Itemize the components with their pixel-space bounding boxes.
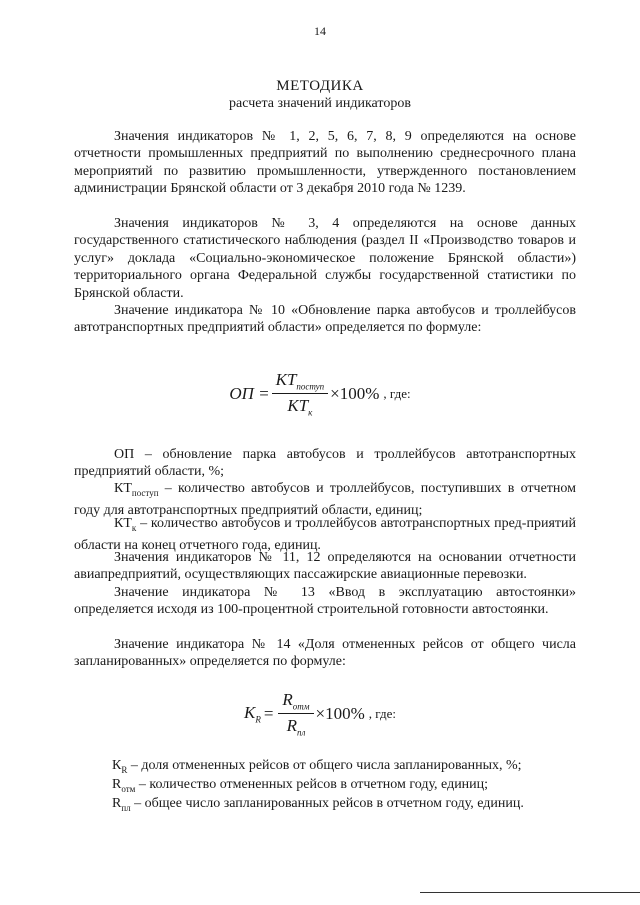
- definition-kr: $К_R$ – доля отмененных рейсов от общего числа запланированных, %;: [112, 758, 522, 775]
- formula-op-fraction: [272, 370, 329, 418]
- formula-op: [0, 370, 640, 418]
- doc-subtitle: расчета значений индикаторов: [229, 96, 411, 111]
- formula-kr-lhs: $К_R$: [244, 703, 261, 725]
- scan-edge-line: [420, 892, 640, 893]
- definition-op: ОП – обновление парка автобусов и троллейбусов автотранспортных предприятий области, %;: [74, 447, 576, 480]
- paragraph-indicator-14: Значение индикатора № 14 «Доля отмененных рейсов от общего числа запланированных» определяется по формуле:: [74, 637, 576, 670]
- formula-op-lhs: ОП =: [229, 383, 270, 403]
- paragraph-indicators-1-9: Значения индикаторов № 1, 2, 5, 6, 7, 8, 9 определяются на основе отчетности промышленных предприятий по выполнению среднесрочного плана мероприятий по развитию промышленности, утвержденного постановлением администрации Брянской области от 3 декабря 2010 года № 1239.: [74, 129, 576, 197]
- paragraph-indicator-10: Значение индикатора № 10 «Обновление парка автобусов и троллейбусов автотранспортных предприятий области» определяется по формуле:: [74, 303, 576, 336]
- paragraph-indicators-11-12: Значения индикаторов № 11, 12 определяются на основании отчетности авиапредприятий, осуществляющих пассажирские авиационные перевозки.: [74, 550, 576, 583]
- formula-kr-suffix: , где:: [368, 705, 396, 721]
- doc-title: МЕТОДИКА: [276, 78, 364, 94]
- page-number: 14: [314, 24, 326, 38]
- formula-kr: [0, 690, 640, 738]
- paragraph-indicator-13: Значение индикатора № 13 «Ввод в эксплуатацию автостоянки» определяется исходя из 100-процентной строительной готовности автостоянки.: [74, 585, 576, 618]
- formula-kr-denominator: $R_{пл}$: [286, 716, 306, 738]
- formula-op-numerator: $КТ_{поступ}$: [272, 370, 329, 394]
- formula-op-denominator: $КТ_к$: [287, 396, 313, 418]
- formula-kr-numerator: $R_{отм}$: [278, 690, 313, 714]
- definition-rotm: $R_{отм}$ – количество отмененных рейсов в отчетном году, единиц;: [112, 777, 489, 794]
- formula-op-multiplier: ×100%: [330, 383, 380, 403]
- formula-op-suffix: , где:: [383, 385, 411, 401]
- definition-kt-k: $КТ_к$ – количество автобусов и троллейбусов автотранспортных пред-приятий области на конец отчетного года, единиц.: [74, 516, 576, 554]
- definition-rpl: $R_{пл}$ – общее число запланированных рейсов в отчетном году, единиц.: [112, 796, 524, 813]
- formula-kr-fraction: [278, 690, 313, 738]
- paragraph-indicators-3-4: Значения индикаторов № 3, 4 определяются на основе данных государственного статистического наблюдения (раздел II «Производство товаров и услуг» доклада «Социально-экономическое положение Брянской области») территориального органа Федеральной службы государственной статистики по Брянской области.: [74, 216, 576, 301]
- formula-kr-multiplier: ×100%: [315, 703, 365, 723]
- definition-kt-postup: $КТ_{поступ}$ – количество автобусов и троллейбусов, поступивших в отчетном году для автотранспортных предприятий области, единиц;: [74, 481, 576, 519]
- formula-kr-equals: =: [263, 703, 274, 723]
